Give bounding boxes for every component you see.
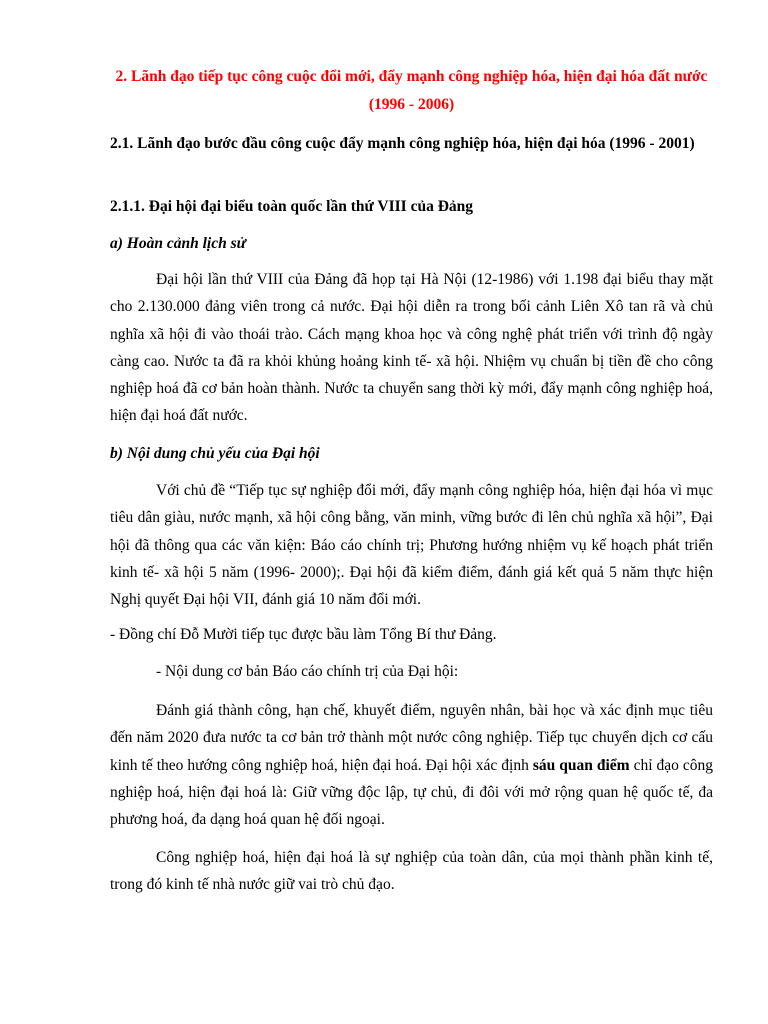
six-viewpoints-emphasis: sáu quan điểm (532, 756, 630, 774)
paragraph-state-economy: Công nghiệp hoá, hiện đại hoá là sự nghiệp của toàn dân, của mọi thành phần kinh tế, trong đó kinh tế nhà nước giữ vai trò chủ đạo. (110, 849, 713, 894)
paragraph-six-viewpoints-text-1: Đánh giá thành công, hạn chế, khuyết điểm, nguyên nhân, bài học và xác định mục tiêu đến năm 2020 đưa nước ta cơ bản trở thành một nước công nghiệp. Tiếp tục chuyển dịch cơ cấu kinh tế theo hướng công nghiệp hoá, hiện đại hoá. Đại hội xác định (110, 702, 713, 774)
bullet-political-report: - Nội dung cơ bản Báo cáo chính trị của Đại hội: (156, 663, 459, 680)
paragraph-congress-content: Với chủ đề “Tiếp tục sự nghiệp đổi mới, đẩy mạnh công nghiệp hóa, hiện đại hóa vì mục tiêu dân giàu, nước mạnh, xã hội công bằng, văn minh, vững bước đi lên chủ nghĩa xã hội”, Đại hội đã thông qua các văn kiện: Báo cáo chính trị; Phương hướng nhiệm vụ kế hoạch phát triển kinh tế- xã hội 5 năm (1996- 2000);. Đại hội đã kiểm điểm, đánh giá kết quả 5 năm thực hiện Nghị quyết Đại hội VII, đánh giá 10 năm đổi mới. (110, 482, 713, 609)
bullet-general-secretary: - Đồng chí Đỗ Mười tiếp tục được bầu làm Tổng Bí thư Đảng. (110, 626, 497, 643)
subheading-a: a) Hoàn cảnh lịch sử (110, 235, 246, 252)
section-heading-2-1: 2.1. Lãnh đạo bước đầu công cuộc đẩy mạnh công nghiệp hóa, hiện đại hóa (1996 - 2001) (110, 135, 695, 152)
paragraph-historical-context: Đại hội lần thứ VIII của Đảng đã họp tại Hà Nội (12-1986) với 1.198 đại biểu thay mặt cho 2.130.000 đảng viên trong cả nước. Đại hội diễn ra trong bối cảnh Liên Xô tan rã và chủ nghĩa xã hội đi vào thoái trào. Cách mạng khoa học và công nghệ phát triển với trình độ ngày càng cao. Nước ta đã ra khỏi khủng hoảng kinh tế- xã hội. Nhiệm vụ chuẩn bị tiền đề cho công nghiệp hoá đã cơ bản hoàn thành. Nước ta chuyển sang thời kỳ mới, đẩy mạnh công nghiệp hoá, hiện đại hoá đất nước. (110, 271, 713, 425)
section-heading-2-1-1: 2.1.1. Đại hội đại biểu toàn quốc lần thứ VIII của Đảng (110, 198, 474, 215)
subheading-b: b) Nội dung chủ yếu của Đại hội (110, 445, 320, 462)
paragraph-six-viewpoints (110, 697, 713, 833)
chapter-heading: 2. Lãnh đạo tiếp tục công cuộc đổi mới, đẩy mạnh công nghiệp hóa, hiện đại hóa đất nước (1996 - 2006) (115, 68, 708, 113)
paragraph-six-viewpoints-text-2: chỉ đạo công nghiệp hoá, hiện đại hoá là: Giữ vững độc lập, tự chủ, đi đôi với mở rộng quan hệ quốc tế, đa phương hoá, đa dạng hoá quan hệ đối ngoại. (110, 756, 713, 829)
